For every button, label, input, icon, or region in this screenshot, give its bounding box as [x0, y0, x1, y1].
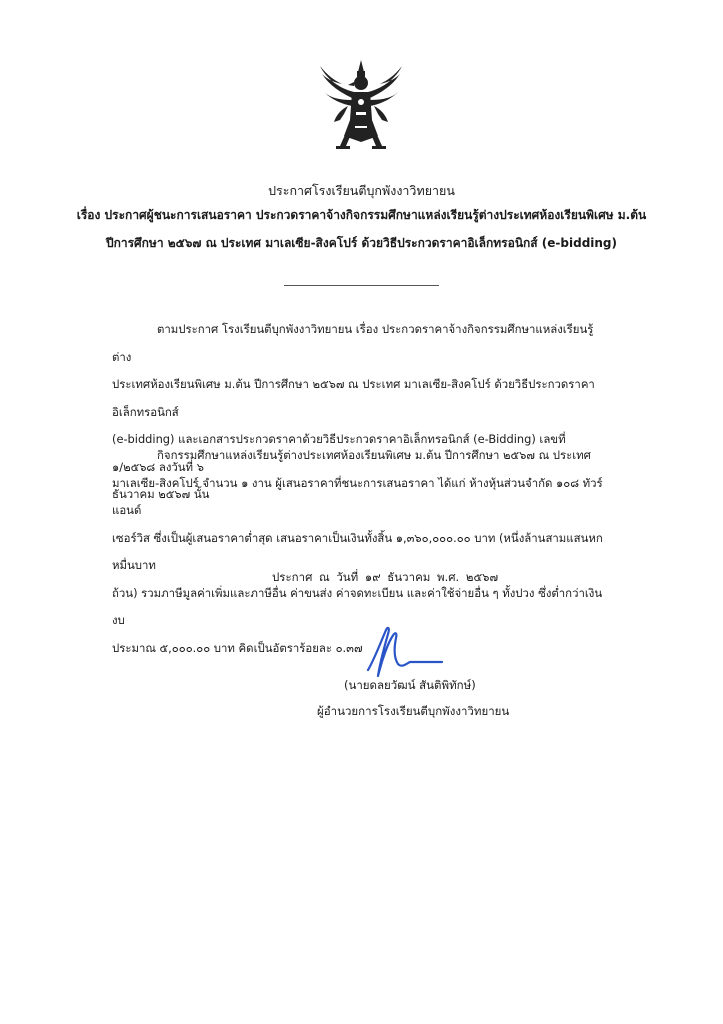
- paragraph-1-line: ธันวาคม ๒๕๖๗ นั้น: [112, 487, 210, 501]
- paragraph-2-line: ประมาณ ๕,๐๐๐.๐๐ บาท คิดเป็นอัตราร้อยละ ๐.๓๗: [112, 640, 363, 655]
- paragraph-2: [112, 442, 612, 662]
- announcement-subject: เรื่อง ประกาศผู้ชนะการเสนอราคา ประกวดราคาจ้างกิจกรรมศึกษาแหล่งเรียนรู้ต่างประเทศห้องเรียนพิเศษ ม.ต้น: [76, 208, 647, 222]
- paragraph-1-line: ประเทศห้องเรียนพิเศษ ม.ต้น ปีการศึกษา ๒๕๖๗ ณ ประเทศ มาเลเซีย-สิงคโปร์ ด้วยวิธีประกวดราคาอิเล็กทรอนิกส์: [112, 377, 595, 419]
- signatory-position: ผู้อำนวยการโรงเรียนตีบุกพังงาวิทยายน: [317, 704, 510, 718]
- school-announcement-title: ประกาศโรงเรียนตีบุกพังงาวิทยายน: [268, 183, 455, 198]
- garuda-emblem-icon: [318, 58, 404, 154]
- announcement-date: ประกาศ ณ วันที่ ๑๙ ธันวาคม พ.ศ. ๒๕๖๗: [272, 570, 499, 584]
- announcement-subject-cont: ปีการศึกษา ๒๕๖๗ ณ ประเทศ มาเลเซีย-สิงคโปร์ ด้วยวิธีประกวดราคาอิเล็กทรอนิกส์ (e-bidding): [105, 236, 618, 250]
- paragraph-2-line: เซอร์วิส ซึ่งเป็นผู้เสนอราคาต่ำสุด เสนอราคาเป็นเงินทั้งสิ้น ๑,๓๖๐,๐๐๐.๐๐ บาท (หนึ่งล้านสามแสนหกหมื่นบาท: [112, 530, 603, 572]
- signature-image: [364, 620, 444, 680]
- paragraph-1-line: (e-bidding) และเอกสารประกวดราคาด้วยวิธีประกวดราคาอิเล็กทรอนิกส์ (e-Bidding) เลขที่ ๑/๒๕๖๘ ลงวันที่ ๖: [112, 432, 566, 474]
- paragraph-2-line: มาเลเซีย-สิงคโปร์ จำนวน ๑ งาน ผู้เสนอราคาที่ชนะการเสนอราคา ได้แก่ ห้างหุ้นส่วนจำกัด ๑๐๘ ทัวร์ แอนด์: [112, 475, 603, 517]
- paragraph-2-line: ถ้วน) รวมภาษีมูลค่าเพิ่มและภาษีอื่น ค่าขนส่ง ค่าจดทะเบียน และค่าใช้จ่ายอื่น ๆ ทั้งปวง ซึ่งต่ำกว่าเงินงบ: [112, 585, 603, 627]
- paragraph-2-line: กิจกรรมศึกษาแหล่งเรียนรู้ต่างประเทศห้องเรียนพิเศษ ม.ต้น ปีการศึกษา ๒๕๖๗ ณ ประเทศ: [157, 448, 591, 462]
- title-divider: [284, 285, 439, 286]
- paragraph-1-line: ตามประกาศ โรงเรียนตีบุกพังงาวิทยายน เรื่อง ประกวดราคาจ้างกิจกรรมศึกษาแหล่งเรียนรู้ต่าง: [112, 322, 594, 364]
- signatory-name: (นายดลยวัฒน์ สันติพิทักษ์): [344, 678, 476, 692]
